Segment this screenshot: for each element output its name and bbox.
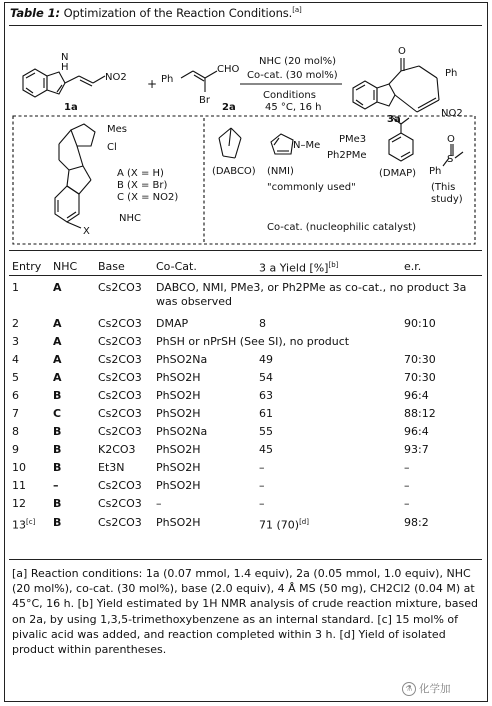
nhc-cell: B <box>53 460 62 474</box>
col-nhc: NHC <box>53 259 78 273</box>
entry-cell: 7 <box>12 406 19 420</box>
col-er: e.r. <box>404 259 422 273</box>
watermark <box>402 681 451 696</box>
cocat-caption: Co-cat. (nucleophilic catalyst) <box>267 222 417 233</box>
header-bottom-rule <box>9 275 482 276</box>
yield-cell: – <box>259 460 265 474</box>
er-cell: 90:10 <box>404 316 436 330</box>
nhc-variant-a: A (X = H) <box>117 168 164 179</box>
nmi-nme: N–Me <box>293 140 321 151</box>
yield-cell: – <box>259 478 265 492</box>
col-cocat: Co-Cat. <box>156 259 197 273</box>
base-cell: Cs2CO3 <box>98 406 142 420</box>
base-cell: Cs2CO3 <box>98 516 142 530</box>
base-cell: Cs2CO3 <box>98 388 142 402</box>
entry-cell: 12 <box>12 496 26 510</box>
cocat-cell: DABCO, NMI, PMe3, or Ph2PMe as co-cat., no product 3a was observed <box>156 280 467 308</box>
cocat-cell: PhSO2Na <box>156 352 208 366</box>
scheme-labels <box>61 46 463 237</box>
triazolium-ring <box>71 124 95 146</box>
yield-cell: 71 (70)[d] <box>259 517 309 532</box>
table-row <box>9 351 474 369</box>
arrow-cond-2: Co-cat. (30 mol%) <box>247 70 338 81</box>
dmap-label: (DMAP) <box>379 168 417 179</box>
br-2a: Br <box>199 95 210 106</box>
yield-cell: 49 <box>259 352 273 366</box>
er-cell: 98:2 <box>404 516 429 530</box>
base-cell: Et3N <box>98 460 125 474</box>
nhc-mes: Mes <box>107 124 127 135</box>
nhc-cell: A <box>53 334 62 348</box>
cho-2a: CHO <box>217 64 240 75</box>
table-row <box>9 459 474 477</box>
cocat-cell: PhSO2H <box>156 460 201 474</box>
base-cell: Cs2CO3 <box>98 370 142 384</box>
label-3a: 3a <box>387 114 401 125</box>
arrow-cond-3: Conditions <box>263 90 316 101</box>
product-o: O <box>398 46 406 57</box>
nhc-cell: A <box>53 316 62 330</box>
product-no2: NO2 <box>441 108 463 119</box>
nh-h: H <box>61 62 69 73</box>
nhc-cell: C <box>53 406 62 420</box>
base-cell: Cs2CO3 <box>98 280 142 294</box>
optimization-table <box>9 256 474 534</box>
table-row <box>9 495 474 513</box>
dabco-label: (DABCO) <box>212 166 256 177</box>
ph2pme-label: Ph2PMe <box>327 150 367 161</box>
cocat-cell: PhSO2H <box>156 406 201 420</box>
table-caption <box>10 6 302 20</box>
cocat-cell: – <box>156 496 162 510</box>
sulfinate-ph: Ph <box>429 166 442 177</box>
nhc-cell: B <box>53 388 62 402</box>
table-row <box>9 423 474 441</box>
nhc-variant-b: B (X = Br) <box>117 180 168 191</box>
base-cell: Cs2CO3 <box>98 478 142 492</box>
header-top-rule <box>9 250 482 251</box>
this-study-line1: (This <box>431 182 456 193</box>
entry-cell: 5 <box>12 370 19 384</box>
table-footnotes <box>12 566 478 657</box>
cocat-cell: PhSO2H <box>156 370 201 384</box>
no2-1a: NO2 <box>105 72 127 83</box>
nhc-label: NHC <box>119 213 141 224</box>
arrow-cond-1: NHC (20 mol%) <box>259 56 337 67</box>
indane-benzene-ring <box>55 186 79 222</box>
nhc-variant-c: C (X = NO2) <box>117 192 179 203</box>
er-cell: 88:12 <box>404 406 436 420</box>
table-row <box>9 387 474 405</box>
cocat-cell: PhSO2H <box>156 442 201 456</box>
nhc-cell: A <box>53 280 62 294</box>
table-row <box>9 278 474 315</box>
cocat-cell: PhSO2H <box>156 388 201 402</box>
base-cell: Cs2CO3 <box>98 352 142 366</box>
cocat-cell: PhSO2Na <box>156 424 208 438</box>
er-cell: 96:4 <box>404 424 429 438</box>
title-footnote-marker: [a] <box>292 6 302 15</box>
reaction-scheme <box>9 26 481 246</box>
table-row <box>9 441 474 459</box>
chemistry-flask-icon: ⚗ <box>402 682 416 696</box>
er-cell: 70:30 <box>404 352 436 366</box>
commonly-used-label: "commonly used" <box>267 182 356 193</box>
er-cell: – <box>404 460 410 474</box>
nmi-label: (NMI) <box>267 166 294 177</box>
nhc-cell: A <box>53 370 62 384</box>
base-cell: Cs2CO3 <box>98 316 142 330</box>
col-entry: Entry <box>12 259 42 273</box>
table-row <box>9 369 474 387</box>
base-cell: Cs2CO3 <box>98 496 142 510</box>
table-row <box>9 333 474 351</box>
label-1a: 1a <box>64 102 78 113</box>
table-title: Optimization of the Reaction Conditions. <box>63 6 293 20</box>
table-label: Table 1: <box>10 6 61 20</box>
table-bottom-rule <box>9 559 482 560</box>
pme3-label: PMe3 <box>339 134 367 145</box>
table-row <box>9 513 474 535</box>
nhc-cell: B <box>53 516 62 530</box>
sulfinate-s: S <box>447 154 454 165</box>
table-row <box>9 477 474 495</box>
er-cell: – <box>404 478 410 492</box>
yield-cell: 54 <box>259 370 273 384</box>
entry-cell: 13[c] <box>12 517 36 532</box>
plus-sign: + <box>147 77 158 91</box>
nhc-cell: B <box>53 442 62 456</box>
nhc-cell: B <box>53 496 62 510</box>
yield-cell: 55 <box>259 424 273 438</box>
yield-cell: 61 <box>259 406 273 420</box>
nhc-cl: Cl <box>107 142 117 153</box>
base-cell: Cs2CO3 <box>98 424 142 438</box>
label-2a: 2a <box>222 102 236 113</box>
indole-pyrrole-ring <box>47 72 65 94</box>
sulfinate-o: O <box>447 134 455 145</box>
nhc-cell: A <box>53 352 62 366</box>
footnotes-text: [a] Reaction conditions: 1a (0.07 mmol, 1.4 equiv), 2a (0.05 mmol, 1.0 equiv), NHC (20 mol%), co-cat. (30 mol%), base (2.0 equiv), 4 Å MS (50 mg), CH2Cl2 (0.04 M) at 45°C, 16 h. [b] Yield estimated by 1H NMR analysis of crude reaction mixture, based on 2a, by using 1,3,5-trimethoxybenzene as an internal standard. [c] 15 mol% of pivalic acid was added, and reaction completed within 3 h. [d] Yield of isolated product within parentheses. <box>12 567 479 657</box>
er-cell: 70:30 <box>404 370 436 384</box>
yield-cell: – <box>259 496 265 510</box>
yield-cell: 63 <box>259 388 273 402</box>
nhc-cell: – <box>53 478 59 492</box>
product-ph: Ph <box>445 68 458 79</box>
this-study-line2: study) <box>431 194 463 205</box>
product-pyrrole-ring <box>377 84 395 106</box>
watermark-text: 化学加 <box>419 683 451 695</box>
entry-cell: 6 <box>12 388 19 402</box>
entry-cell: 4 <box>12 352 19 366</box>
ph-2a: Ph <box>161 74 174 85</box>
col-base: Base <box>98 259 125 273</box>
nh-n: N <box>61 52 69 63</box>
yield-cell: 8 <box>259 316 266 330</box>
cocat-cell: PhSO2H <box>156 516 201 530</box>
er-cell: 96:4 <box>404 388 429 402</box>
table-row <box>9 405 474 423</box>
entry-cell: 2 <box>12 316 19 330</box>
base-cell: K2CO3 <box>98 442 136 456</box>
entry-cell: 10 <box>12 460 26 474</box>
cocat-cell: PhSO2H <box>156 478 201 492</box>
table-row <box>9 315 474 333</box>
entry-cell: 9 <box>12 442 19 456</box>
cocat-cell: DMAP <box>156 316 189 330</box>
nhc-cell: B <box>53 424 62 438</box>
yield-cell: 45 <box>259 442 273 456</box>
er-cell: 93:7 <box>404 442 429 456</box>
er-cell: – <box>404 496 410 510</box>
entry-cell: 1 <box>12 280 19 294</box>
entry-cell: 11 <box>12 478 26 492</box>
entry-cell: 8 <box>12 424 19 438</box>
col-yield: 3 a Yield [%][b] <box>259 261 339 275</box>
nhc-x: X <box>83 226 90 237</box>
arrow-cond-4: 45 °C, 16 h <box>265 102 322 113</box>
entry-cell: 3 <box>12 334 19 348</box>
base-cell: Cs2CO3 <box>98 334 142 348</box>
cocat-cell: PhSH or nPrSH (See SI), no product <box>156 334 350 348</box>
